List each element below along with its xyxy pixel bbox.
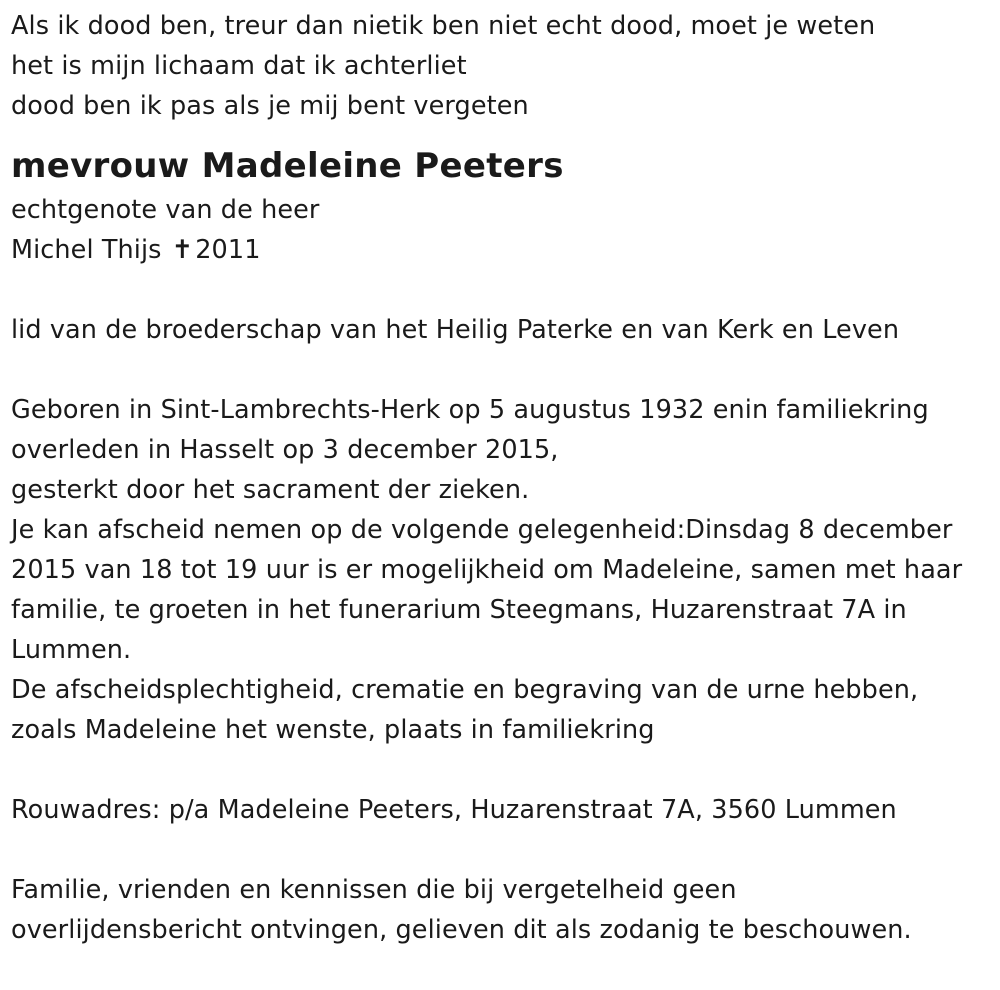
membership: lid van de broederschap van het Heilig Paterke en van Kerk en Leven — [11, 315, 900, 345]
details-line: De afscheidsplechtigheid, crematie en begraving van de urne hebben, — [11, 675, 919, 705]
details-line: zoals Madeleine het wenste, plaats in familiekring — [11, 715, 655, 745]
cross-icon: ✝ — [171, 235, 194, 265]
spacer — [11, 830, 991, 870]
details-line: Je kan afscheid nemen op de volgende gelegenheid:Dinsdag 8 december — [11, 515, 953, 545]
details-line: gesterkt door het sacrament der zieken. — [11, 475, 530, 505]
spouse-info — [11, 230, 991, 270]
details-line: Geboren in Sint-Lambrechts-Herk op 5 augustus 1932 enin familiekring — [11, 395, 929, 425]
deceased-name: mevrouw Madeleine Peeters — [11, 146, 564, 186]
details — [11, 390, 991, 750]
details-line: 2015 van 18 tot 19 uur is er mogelijkheid om Madeleine, samen met haar — [11, 555, 963, 585]
closing-line: overlijdensbericht ontvingen, gelieven dit als zodanig te beschouwen. — [11, 915, 912, 945]
details-line: Lummen. — [11, 635, 132, 665]
closing-line: Familie, vrienden en kennissen die bij vergetelheid geen — [11, 875, 737, 905]
obituary-document — [11, 6, 991, 950]
spouse-death-year: 2011 — [195, 235, 261, 265]
mourning-address: Rouwadres: p/a Madeleine Peeters, Huzarenstraat 7A, 3560 Lummen — [11, 795, 897, 825]
closing-note — [11, 870, 991, 950]
details-line: familie, te groeten in het funerarium Steegmans, Huzarenstraat 7A in — [11, 595, 907, 625]
spouse-line: echtgenote van de heer — [11, 195, 320, 225]
poem-line: het is mijn lichaam dat ik achterliet — [11, 51, 467, 81]
spacer — [11, 270, 991, 310]
poem-line: dood ben ik pas als je mij bent vergeten — [11, 91, 529, 121]
poem-line: Als ik dood ben, treur dan nietik ben niet echt dood, moet je weten — [11, 11, 876, 41]
spacer — [11, 750, 991, 790]
spacer — [11, 350, 991, 390]
spouse-name: Michel Thijs — [11, 235, 162, 265]
details-line: overleden in Hasselt op 3 december 2015, — [11, 435, 559, 465]
poem — [11, 6, 991, 126]
